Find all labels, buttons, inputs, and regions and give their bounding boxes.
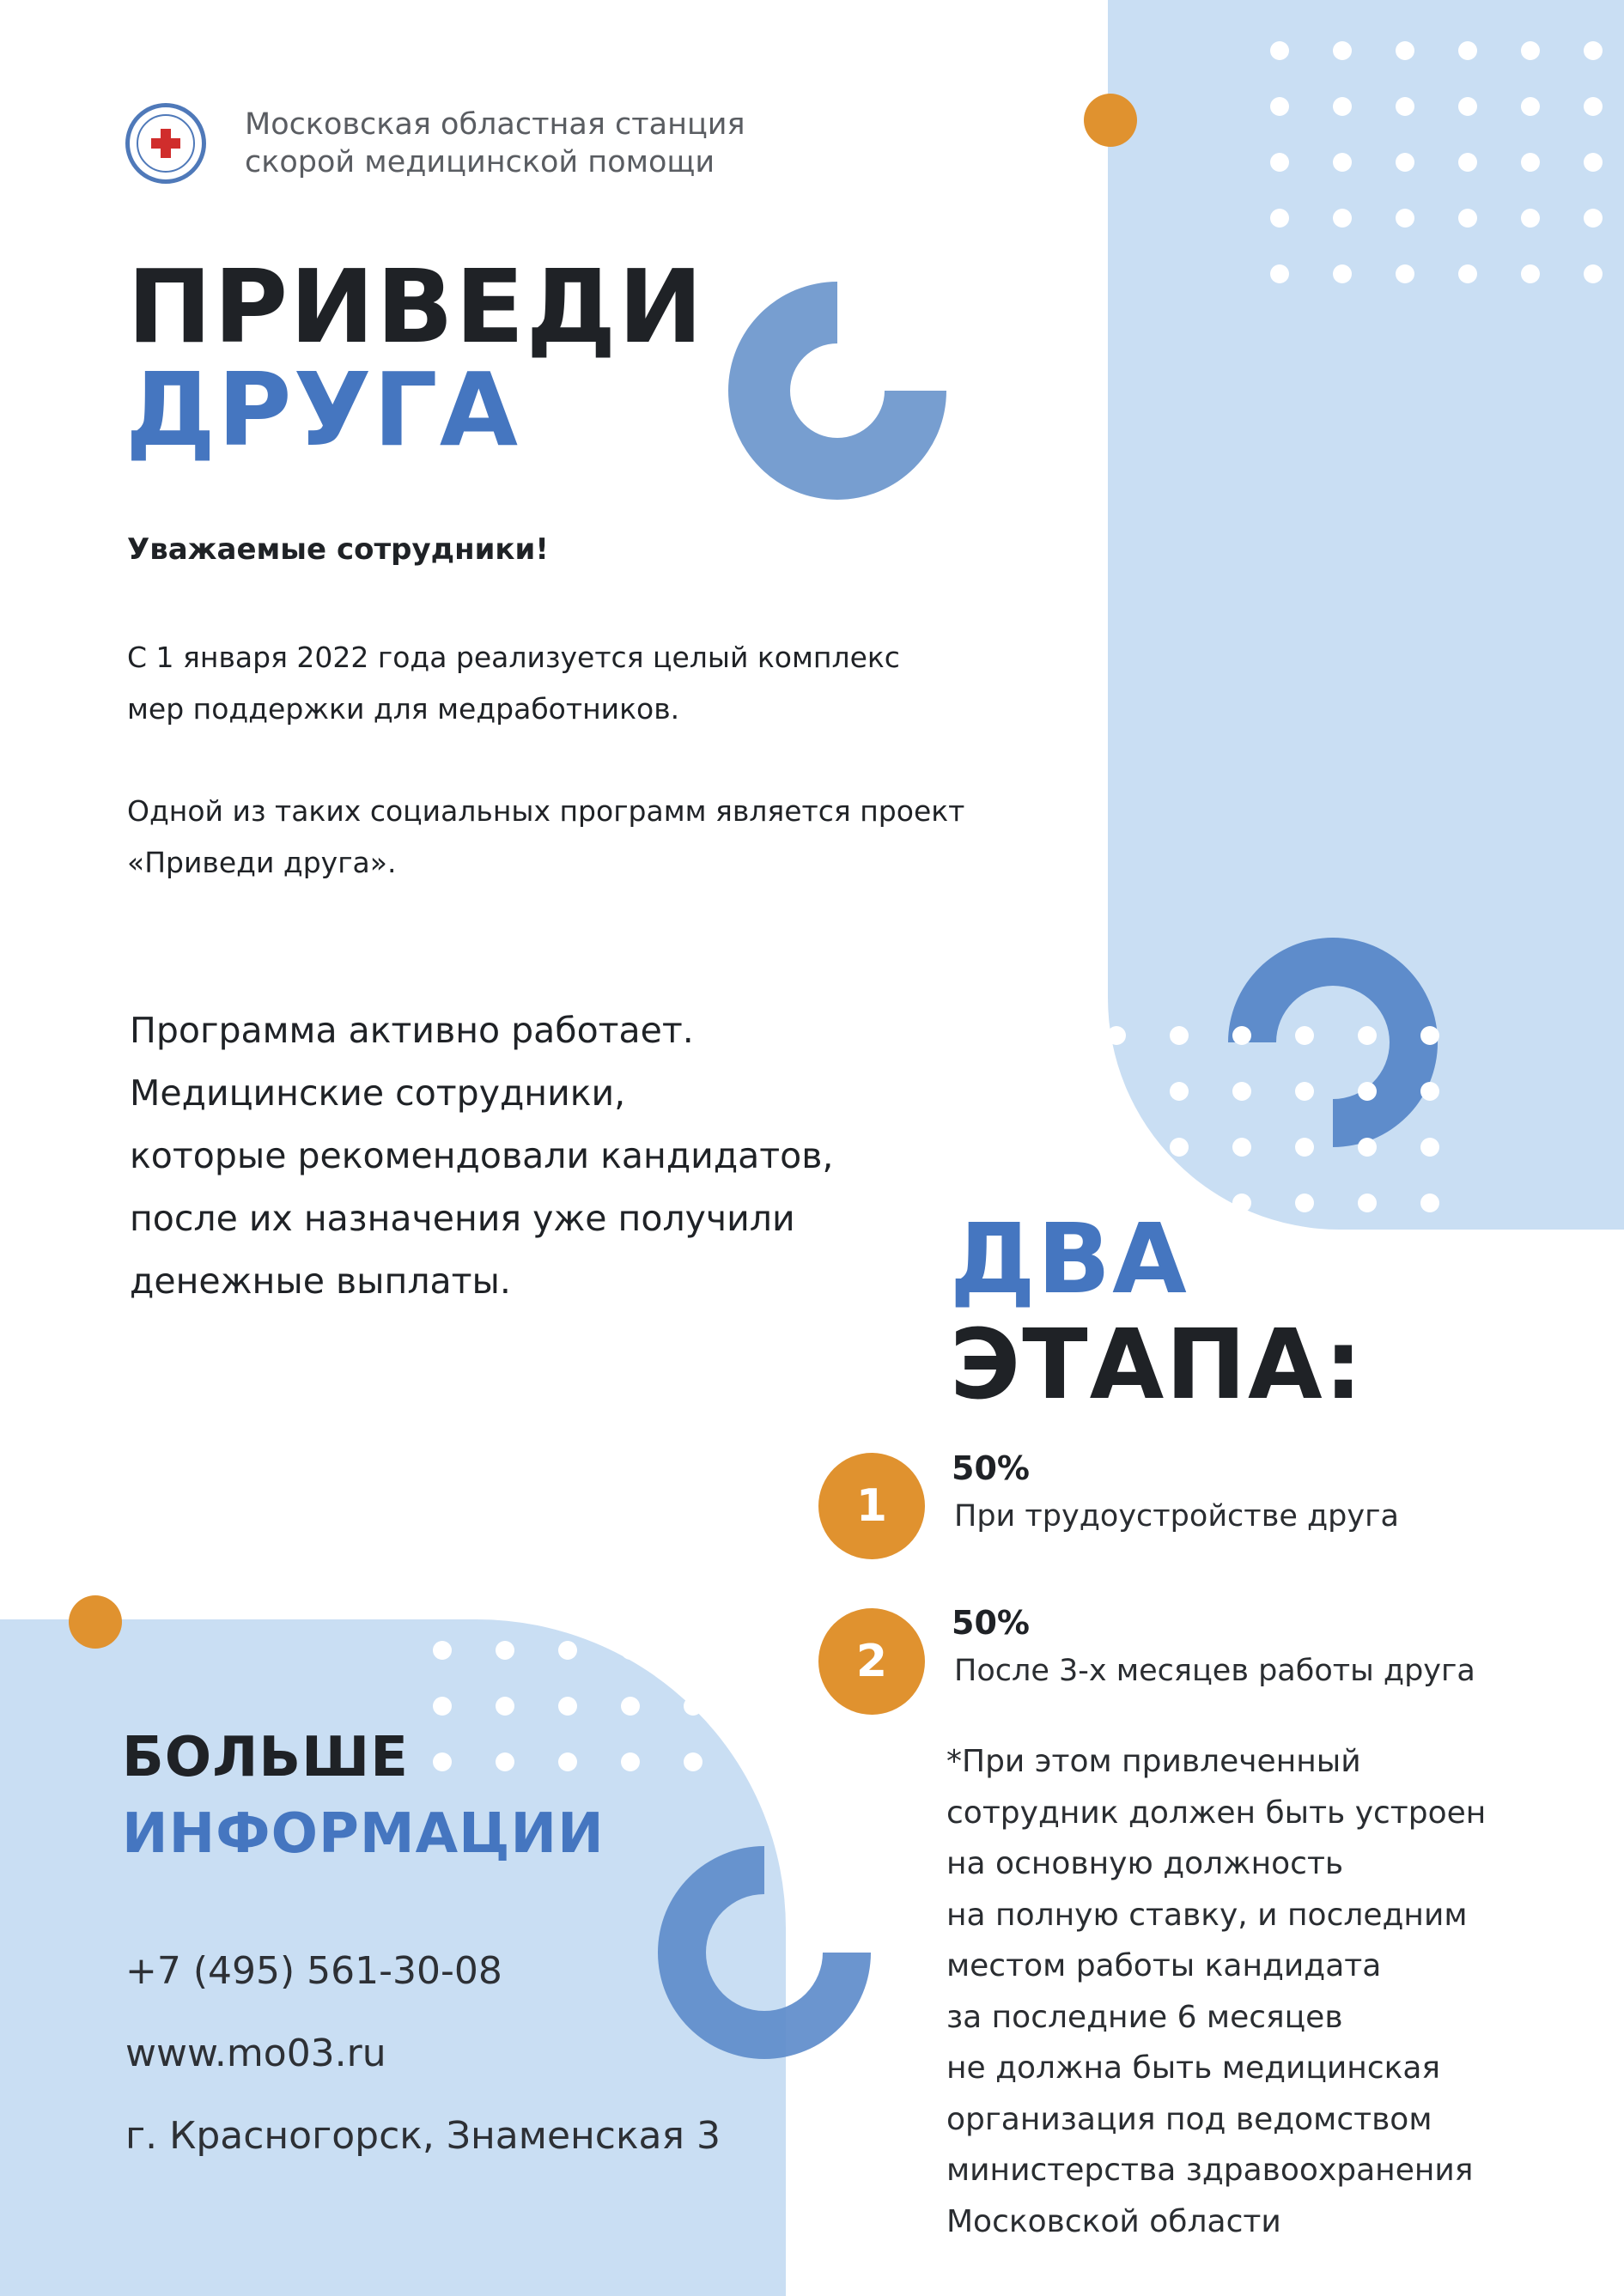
greeting: Уважаемые сотрудники! bbox=[127, 532, 549, 567]
intro-paragraph-2-line2: «Приведи друга». bbox=[127, 846, 397, 879]
phone-number[interactable]: +7 (495) 561-30-08 bbox=[125, 1949, 502, 1993]
page-title-line1: ПРИВЕДИ bbox=[127, 247, 705, 366]
stage-number-badge: 2 bbox=[818, 1608, 925, 1715]
dot-grid-right bbox=[1107, 1026, 1439, 1212]
page-title-line2: ДРУГА bbox=[125, 350, 520, 469]
orange-accent-dot bbox=[69, 1595, 122, 1649]
note-line: не должна быть медицинская bbox=[946, 2050, 1441, 2086]
program-line: после их назначения уже получили bbox=[130, 1198, 795, 1239]
ring-shape-top bbox=[721, 275, 953, 507]
stage-description: При трудоустройстве друга bbox=[954, 1499, 1399, 1534]
stages-title-line2: ЭТАПА: bbox=[950, 1309, 1365, 1421]
ring-shape-bottom bbox=[656, 1841, 879, 2064]
note-line: на полную ставку, и последним bbox=[946, 1897, 1468, 1933]
more-info-heading-line1: БОЛЬШЕ bbox=[122, 1726, 409, 1789]
address: г. Красногорск, Знаменская 3 bbox=[125, 2114, 721, 2158]
note-line: министерства здравоохранения bbox=[946, 2153, 1474, 2188]
program-line: Программа активно работает. bbox=[130, 1010, 694, 1051]
intro-paragraph-2 bbox=[127, 786, 1089, 889]
intro-paragraph-1 bbox=[127, 632, 1072, 735]
organization-logo bbox=[125, 103, 206, 184]
note-line: организация под ведомством bbox=[946, 2101, 1432, 2137]
red-cross-icon bbox=[151, 129, 180, 158]
stages-title-line1: ДВА bbox=[950, 1204, 1189, 1315]
organization-name bbox=[245, 106, 745, 181]
stage-percent: 50% bbox=[952, 1604, 1030, 1642]
organization-name-line1: Московская областная станция bbox=[245, 107, 745, 142]
stage-percent: 50% bbox=[952, 1449, 1030, 1487]
program-line: денежные выплаты. bbox=[130, 1260, 511, 1302]
stage-description: После 3-х месяцев работы друга bbox=[954, 1654, 1475, 1688]
organization-name-line2: скорой медицинской помощи bbox=[245, 145, 715, 179]
note-line: Московской области bbox=[946, 2203, 1281, 2239]
intro-paragraph-2-line1: Одной из таких социальных программ является проект bbox=[127, 794, 965, 828]
orange-accent-dot bbox=[1084, 94, 1137, 147]
note-line: местом работы кандидата bbox=[946, 1948, 1382, 1983]
note-line: на основную должность bbox=[946, 1846, 1344, 1881]
program-line: которые рекомендовали кандидатов, bbox=[130, 1135, 834, 1176]
program-paragraph bbox=[130, 999, 988, 1313]
dot-grid-top bbox=[1270, 41, 1603, 283]
conditions-note bbox=[946, 1736, 1599, 2247]
note-line: сотрудник должен быть устроен bbox=[946, 1795, 1487, 1831]
intro-paragraph-1-line2: мер поддержки для медработников. bbox=[127, 692, 680, 726]
note-line: за последние 6 месяцев bbox=[946, 1999, 1343, 2035]
stage-number-badge: 1 bbox=[818, 1453, 925, 1559]
more-info-heading-line2: ИНФОРМАЦИИ bbox=[122, 1802, 605, 1866]
intro-paragraph-1-line1: С 1 января 2022 года реализуется целый комплекс bbox=[127, 641, 900, 674]
note-line: *При этом привлеченный bbox=[946, 1744, 1361, 1779]
dot-grid-bottom bbox=[433, 1641, 703, 1771]
program-line: Медицинские сотрудники, bbox=[130, 1072, 626, 1114]
website-link[interactable]: www.mo03.ru bbox=[125, 2032, 386, 2075]
